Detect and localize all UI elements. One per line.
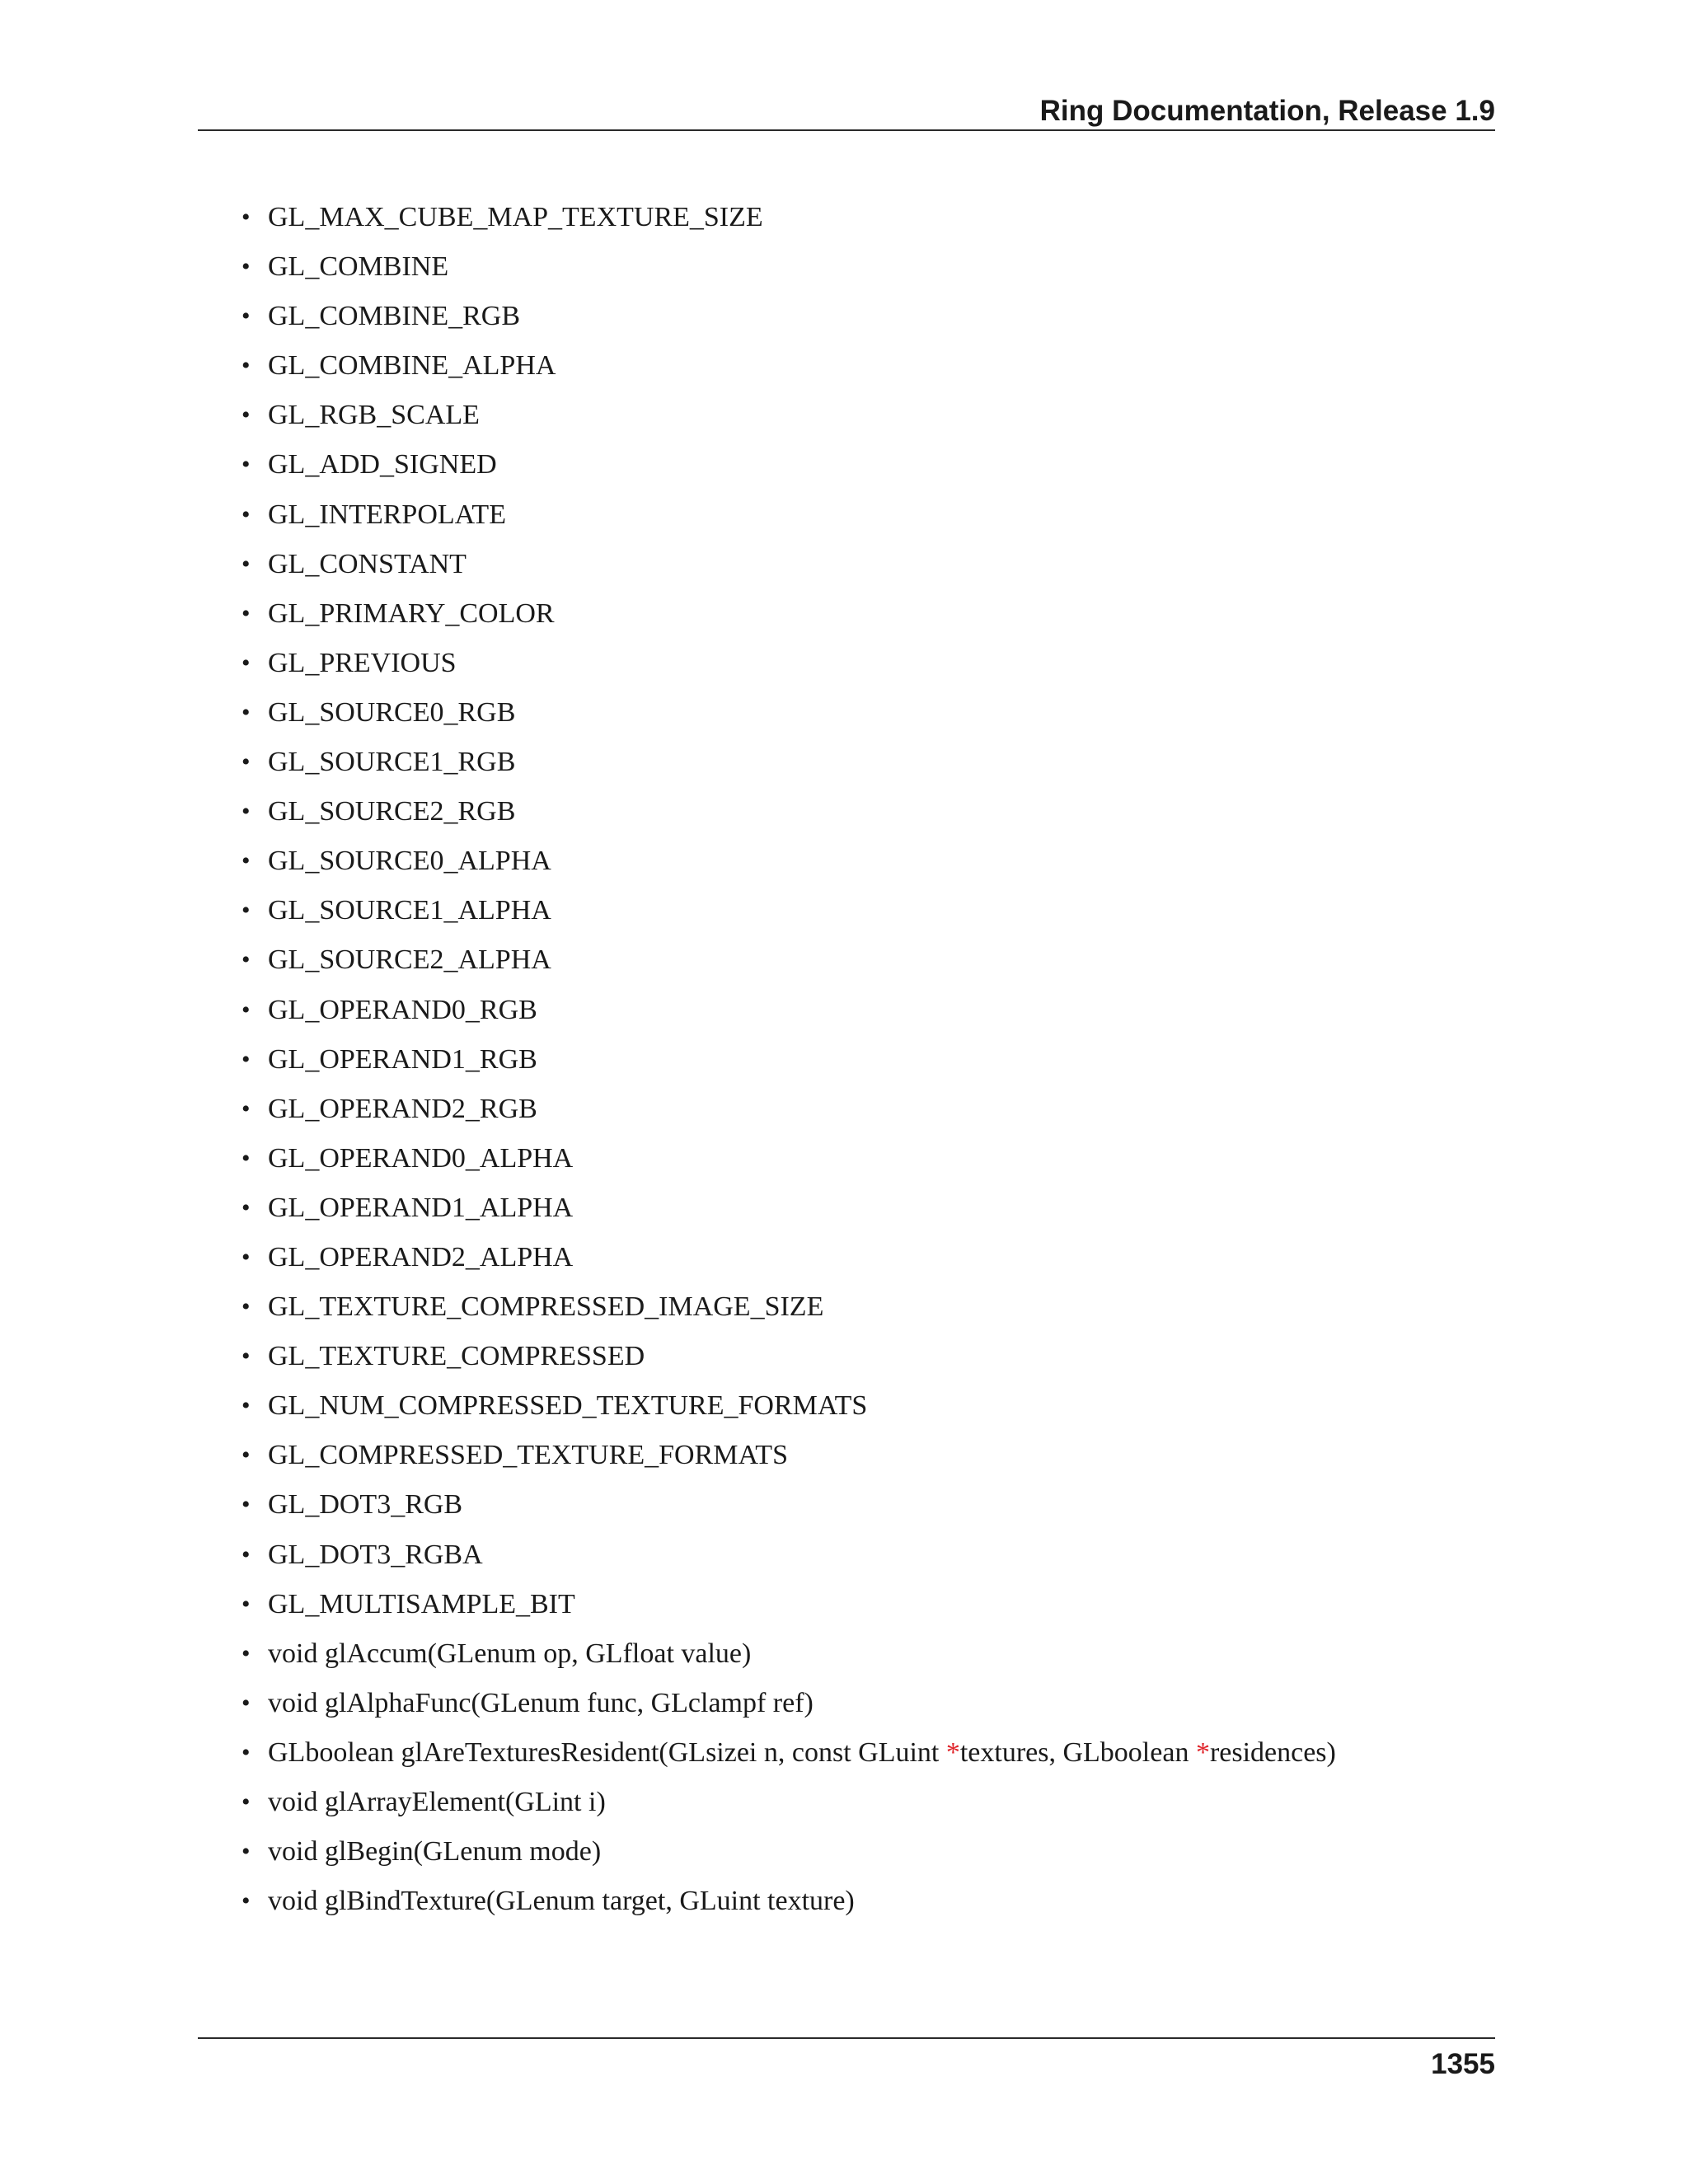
list-item — [0, 594, 1688, 644]
bullet-icon: • — [241, 1441, 251, 1469]
bullet-icon: • — [241, 352, 251, 380]
list-item — [0, 991, 1688, 1040]
bullet-icon: • — [241, 1293, 251, 1321]
list-item — [0, 247, 1688, 297]
list-item — [0, 1535, 1688, 1585]
list-item — [0, 1733, 1688, 1783]
list-item — [0, 1139, 1688, 1188]
list-item-text: GL_TEXTURE_COMPRESSED_IMAGE_SIZE — [268, 1291, 824, 1323]
list-item — [0, 1585, 1688, 1634]
list-item-text: GL_OPERAND2_RGB — [268, 1093, 537, 1124]
bullet-icon: • — [241, 1193, 251, 1221]
list-item — [0, 1436, 1688, 1485]
bullet-icon: • — [241, 1689, 251, 1717]
list-item — [0, 198, 1688, 247]
bullet-icon: • — [241, 1788, 251, 1816]
bullet-icon: • — [241, 897, 251, 925]
list-item — [0, 1238, 1688, 1287]
document-header-title: Ring Documentation, Release 1.9 — [1039, 95, 1495, 127]
bullet-icon: • — [241, 253, 251, 281]
list-item — [0, 841, 1688, 891]
list-item — [0, 891, 1688, 940]
bullet-icon: • — [241, 1738, 251, 1766]
list-item — [0, 346, 1688, 396]
list-item — [0, 297, 1688, 346]
list-item — [0, 940, 1688, 990]
bullet-icon: • — [241, 847, 251, 875]
list-item-text: GL_COMBINE — [268, 251, 449, 283]
bullet-icon: • — [241, 1887, 251, 1915]
bullet-icon: • — [241, 946, 251, 974]
list-item-text: GL_MULTISAMPLE_BIT — [268, 1588, 575, 1619]
list-item — [0, 445, 1688, 494]
bullet-icon: • — [241, 649, 251, 677]
bullet-icon: • — [241, 451, 251, 479]
list-item — [0, 1882, 1688, 1931]
list-item-text: GL_RGB_SCALE — [268, 400, 480, 431]
bullet-icon: • — [241, 996, 251, 1024]
list-item-text: GL_OPERAND0_ALPHA — [268, 1142, 574, 1174]
list-item-text: GL_SOURCE1_RGB — [268, 747, 516, 778]
list-item — [0, 1783, 1688, 1832]
list-item-text: GL_SOURCE1_ALPHA — [268, 895, 551, 926]
list-item-text: void glBindTexture(GLenum target, GLuint texture) — [268, 1886, 855, 1917]
list-item-text: GL_TEXTURE_COMPRESSED — [268, 1341, 645, 1372]
footer-divider — [198, 2037, 1495, 2039]
bullet-icon: • — [241, 401, 251, 429]
bullet-icon: • — [241, 550, 251, 578]
list-item-text: void glAccum(GLenum op, GLfloat value) — [268, 1638, 752, 1669]
list-item-text: GL_PREVIOUS — [268, 647, 457, 678]
bullet-icon: • — [241, 1392, 251, 1420]
list-item — [0, 693, 1688, 743]
pointer-asterisk: * — [1195, 1736, 1210, 1768]
bullet-icon: • — [241, 1491, 251, 1519]
list-item — [0, 1634, 1688, 1684]
bullet-icon: • — [241, 500, 251, 528]
bullet-icon: • — [241, 798, 251, 826]
bullet-icon: • — [241, 1243, 251, 1271]
list-item-text: void glBegin(GLenum mode) — [268, 1836, 602, 1868]
list-item — [0, 1485, 1688, 1535]
bullet-icon: • — [241, 599, 251, 627]
page-number: 1355 — [1431, 2048, 1495, 2080]
list-item — [0, 545, 1688, 594]
list-item — [0, 1386, 1688, 1436]
list-item — [0, 1188, 1688, 1238]
list-item-text: GL_OPERAND1_ALPHA — [268, 1192, 574, 1223]
list-item-text: GL_PRIMARY_COLOR — [268, 598, 555, 629]
list-item-text: GL_SOURCE0_ALPHA — [268, 846, 551, 877]
list-item — [0, 1090, 1688, 1139]
constant-function-list — [0, 198, 1688, 1931]
list-item-text: GL_CONSTANT — [268, 548, 467, 579]
list-item-text: void glAlphaFunc(GLenum func, GLclampf ref) — [268, 1687, 814, 1718]
list-item-text: GL_OPERAND1_RGB — [268, 1043, 537, 1075]
list-item-text: GLboolean glAreTexturesResident(GLsizei n, const GLuint *textures, GLboolean *residences) — [268, 1736, 1336, 1768]
bullet-icon: • — [241, 302, 251, 330]
list-item-text: GL_ADD_SIGNED — [268, 449, 497, 480]
header-divider — [198, 129, 1495, 131]
list-item-text: GL_COMPRESSED_TEXTURE_FORMATS — [268, 1440, 788, 1471]
bullet-icon: • — [241, 1590, 251, 1618]
list-item — [0, 396, 1688, 445]
list-item — [0, 495, 1688, 545]
list-item-text: GL_OPERAND0_RGB — [268, 994, 537, 1025]
pointer-asterisk: * — [945, 1736, 960, 1768]
bullet-icon: • — [241, 748, 251, 776]
list-item-text: GL_SOURCE2_ALPHA — [268, 944, 551, 976]
list-item — [0, 792, 1688, 841]
list-item-text: GL_NUM_COMPRESSED_TEXTURE_FORMATS — [268, 1390, 868, 1422]
bullet-icon: • — [241, 1540, 251, 1568]
list-item-text: GL_SOURCE2_RGB — [268, 796, 516, 827]
list-item-text: GL_COMBINE_ALPHA — [268, 350, 556, 382]
list-item-text: GL_OPERAND2_ALPHA — [268, 1241, 574, 1272]
list-item-text: void glArrayElement(GLint i) — [268, 1787, 606, 1817]
bullet-icon: • — [241, 1343, 251, 1371]
list-item — [0, 1287, 1688, 1337]
list-item — [0, 743, 1688, 792]
list-item-text: GL_DOT3_RGBA — [268, 1539, 483, 1570]
list-item-text: GL_DOT3_RGB — [268, 1489, 463, 1521]
bullet-icon: • — [241, 1838, 251, 1866]
list-item-text: GL_INTERPOLATE — [268, 499, 506, 530]
list-item — [0, 1040, 1688, 1090]
list-item — [0, 644, 1688, 693]
bullet-icon: • — [241, 698, 251, 726]
bullet-icon: • — [241, 1639, 251, 1667]
bullet-icon: • — [241, 1045, 251, 1073]
list-item — [0, 1337, 1688, 1386]
list-item — [0, 1684, 1688, 1733]
bullet-icon: • — [241, 204, 251, 231]
bullet-icon: • — [241, 1144, 251, 1172]
list-item-text: GL_SOURCE0_RGB — [268, 696, 516, 728]
list-item-text: GL_MAX_CUBE_MAP_TEXTURE_SIZE — [268, 202, 763, 232]
bullet-icon: • — [241, 1094, 251, 1122]
list-item-text: GL_COMBINE_RGB — [268, 301, 521, 332]
list-item — [0, 1832, 1688, 1882]
